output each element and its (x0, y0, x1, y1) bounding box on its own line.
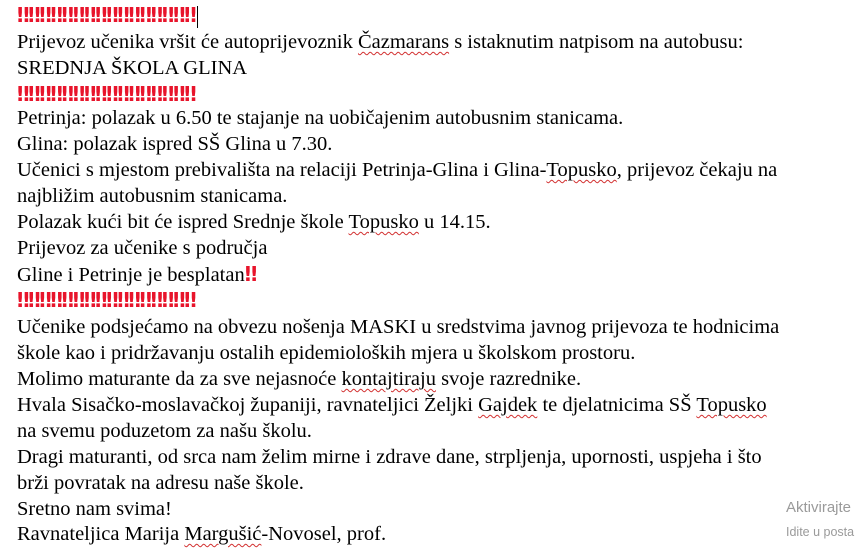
misspelled-word: Topusko (696, 394, 767, 416)
misspelled-word: kontajtiraju (341, 368, 436, 390)
text-line: Sretno nam svima! (17, 498, 172, 520)
watermark-subtitle: Idite u posta (786, 525, 855, 539)
text-line: Prijevoz za učenike s područja (17, 237, 268, 259)
double-exclamation-row: ‼‼‼‼‼‼‼‼‼‼‼‼‼‼‼‼ (17, 3, 198, 28)
text-line: Molimo maturante da za sve nejasnoće kontajtiraju svoje razrednike. (17, 368, 582, 390)
text-line: Petrinja: polazak u 6.50 te stajanje na uobičajenim autobusnim stanicama. (17, 107, 624, 129)
text-line: Glina: polazak ispred SŠ Glina u 7.30. (17, 133, 333, 155)
double-exclamation-row: ‼‼‼‼‼‼‼‼‼‼‼‼‼‼‼‼ (17, 288, 196, 312)
text-line: Polazak kući bit će ispred Srednje škole Topusko u 14.15. (17, 211, 491, 233)
text-line: škole kao i pridržavanju ostalih epidemioloških mjera u školskom prostoru. (17, 342, 636, 364)
misspelled-word: Topusko (546, 159, 617, 181)
activation-watermark (786, 499, 855, 539)
text-line: Hvala Sisačko-moslavačkoj županiji, ravnateljici Željki Gajdek te djelatnicima SŠ Topusko (17, 394, 767, 416)
text-line: brži povratak na adresu naše škole. (17, 472, 304, 494)
double-exclamation-row: ‼‼‼‼‼‼‼‼‼‼‼‼‼‼‼‼ (17, 82, 196, 106)
text-line: najbližim autobusnim stanicama. (17, 185, 288, 207)
text-line: Gline i Petrinje je besplatan‼ (17, 262, 256, 286)
misspelled-word: Topusko (348, 211, 419, 233)
misspelled-word: Čazmarans (357, 31, 450, 53)
misspelled-word: Margušić (184, 523, 262, 545)
double-exclamation-icon: ‼ (244, 262, 256, 286)
text-line: Ravnateljica Marija Margušić-Novosel, prof. (17, 523, 387, 545)
misspelled-word: Gajdek (478, 394, 538, 416)
text-line: Dragi maturanti, od srca nam želim mirne i zdrave dane, strpljenja, upornosti, uspjeha i što (17, 446, 762, 468)
text-line: na svemu poduzetom za našu školu. (17, 420, 312, 442)
text-line: SREDNJA ŠKOLA GLINA (17, 57, 248, 79)
watermark-title: Aktivirajte (786, 499, 852, 516)
text-line: Učenike podsjećamo na obvezu nošenja MASKI u sredstvima javnog prijevoza te hodnicima (17, 316, 780, 338)
text-cursor (197, 6, 198, 28)
text-line: Prijevoz učenika vršit će autoprijevoznik Čazmarans s istaknutim natpisom na autobusu: (17, 31, 744, 53)
text-line: Učenici s mjestom prebivališta na relaciji Petrinja-Glina i Glina-Topusko, prijevoz čekaju na (17, 159, 778, 181)
